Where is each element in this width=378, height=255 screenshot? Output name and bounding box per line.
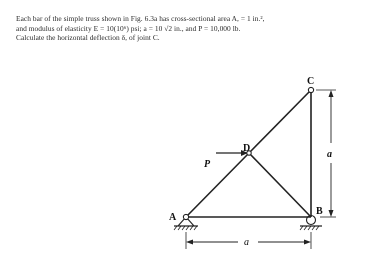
label-c: C	[307, 76, 315, 87]
label-dim-horizontal-a: a	[244, 237, 249, 248]
label-d: D	[243, 143, 251, 154]
label-dim-vertical-a: a	[327, 149, 332, 160]
member-db	[249, 153, 311, 217]
joint-c	[308, 87, 313, 92]
problem-line-2: and modulus of elasticity E = 10(10⁶) psi; a = 10 √2 in., and P = 10,000 lb.	[16, 23, 241, 33]
member-ad	[186, 153, 249, 217]
problem-line-1: Each bar of the simple truss shown in Fig. 6.3a has cross-sectional area A, = 1 in.²,	[16, 14, 265, 23]
problem-line-3: Calculate the horizontal deflection δ, of joint C.	[16, 33, 160, 43]
member-dc	[249, 90, 311, 153]
label-load-p: P	[204, 159, 211, 170]
label-a: A	[169, 212, 177, 223]
dimension-vertical	[316, 90, 336, 217]
label-b: B	[316, 206, 323, 217]
joint-a	[183, 214, 188, 219]
